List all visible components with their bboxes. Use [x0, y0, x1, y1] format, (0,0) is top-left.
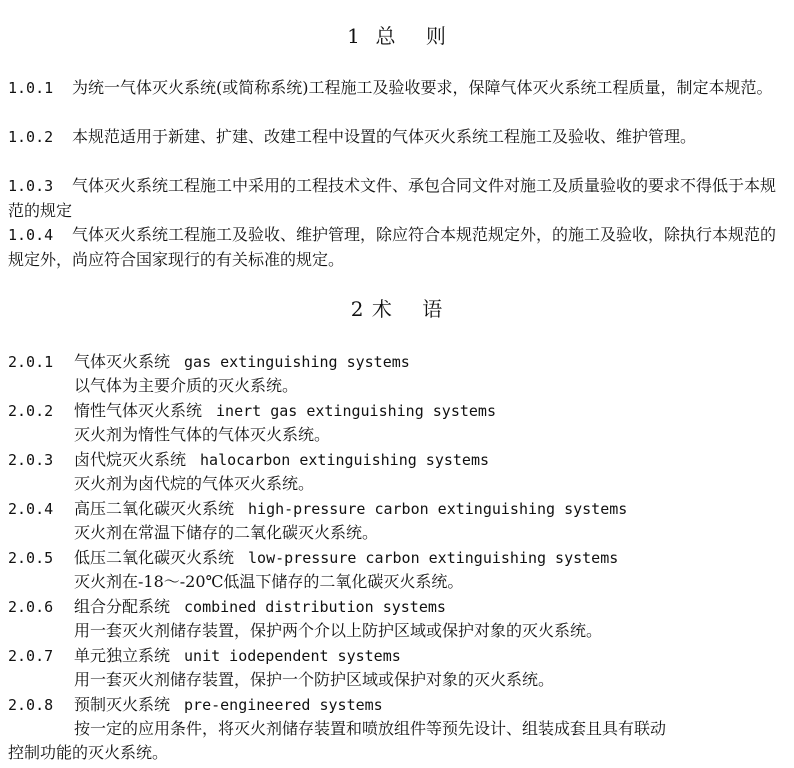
term-2-0-4: [8, 497, 786, 521]
term-2-0-5: [8, 546, 786, 570]
term-number: 2.0.7: [8, 647, 54, 665]
term-2-0-2: [8, 399, 786, 423]
term-en: combined distribution systems: [184, 598, 446, 616]
term-number: 2.0.6: [8, 598, 54, 616]
clause-number: 1.0.4: [8, 226, 54, 244]
term-en: high-pressure carbon extinguishing systems: [248, 500, 628, 518]
chapter-2-heading: 2 术 语: [350, 297, 444, 321]
term-2-0-8: [8, 693, 786, 717]
term-2-0-3: [8, 448, 786, 472]
term-en: inert gas extinguishing systems: [216, 402, 496, 420]
term-2-0-7: [8, 644, 786, 668]
term-definition-continued: 控制功能的灭火系统。: [8, 743, 169, 762]
clause-number: 1.0.1: [8, 79, 54, 97]
term-zh: 惰性气体灭火系统: [74, 401, 203, 420]
term-definition: 灭火剂在-18～-20℃低温下储存的二氧化碳灭火系统。: [74, 572, 464, 591]
term-definition: 以气体为主要介质的灭火系统。: [74, 376, 299, 395]
clause-1-0-4: [8, 223, 786, 272]
term-zh: 高压二氧化碳灭火系统: [74, 499, 235, 518]
term-2-0-6: [8, 595, 786, 619]
term-2-0-1: [8, 350, 786, 374]
term-definition: 按一定的应用条件，将灭火剂储存装置和喷放组件等预先设计、组装成套且具有联动: [74, 719, 667, 738]
term-zh: 卤代烷灭火系统: [74, 450, 187, 469]
term-en: low-pressure carbon extinguishing systems: [248, 549, 619, 567]
term-definition: 灭火剂在常温下储存的二氧化碳灭火系统。: [74, 523, 379, 542]
term-zh: 单元独立系统: [74, 646, 171, 665]
term-zh: 气体灭火系统: [74, 352, 171, 371]
clause-1-0-3: [8, 174, 786, 223]
term-zh: 预制灭火系统: [74, 695, 171, 714]
clause-text: 本规范适用于新建、扩建、改建工程中设置的气体灭火系统工程施工及验收、维护管理。: [72, 127, 697, 146]
term-number: 2.0.8: [8, 696, 54, 714]
term-definition: 灭火剂为卤代烷的气体灭火系统。: [74, 474, 315, 493]
term-number: 2.0.4: [8, 500, 54, 518]
term-number: 2.0.5: [8, 549, 54, 567]
term-zh: 低压二氧化碳灭火系统: [74, 548, 235, 567]
clause-text: 气体灭火系统工程施工中采用的工程技术文件、承包合同文件对施工及质量验收的要求不得低于本规范的规定: [8, 176, 777, 220]
term-en: pre-engineered systems: [184, 696, 383, 714]
clause-text: 气体灭火系统工程施工及验收、维护管理，除应符合本规范规定外，的施工及验收，除执行本规范的规定外，尚应符合国家现行的有关标准的规定。: [8, 225, 777, 269]
clause-1-0-1: [8, 76, 786, 101]
term-number: 2.0.1: [8, 353, 54, 371]
term-zh: 组合分配系统: [74, 597, 171, 616]
term-en: halocarbon extinguishing systems: [200, 451, 489, 469]
term-number: 2.0.3: [8, 451, 54, 469]
clause-number: 1.0.2: [8, 128, 54, 146]
chapter-1-heading: 1 总 则: [347, 24, 447, 48]
clause-number: 1.0.3: [8, 177, 54, 195]
term-en: gas extinguishing systems: [184, 353, 410, 371]
term-definition: 灭火剂为惰性气体的气体灭火系统。: [74, 425, 331, 444]
term-definition: 用一套灭火剂储存装置，保护两个介以上防护区域或保护对象的灭火系统。: [74, 621, 603, 640]
clause-1-0-2: [8, 125, 786, 150]
term-number: 2.0.2: [8, 402, 54, 420]
term-en: unit iodependent systems: [184, 647, 401, 665]
clause-text: 为统一气体灭火系统(或简称系统)工程施工及验收要求，保障气体灭火系统工程质量，制定本规范。: [72, 78, 773, 97]
term-definition: 用一套灭火剂储存装置，保护一个防护区域或保护对象的灭火系统。: [74, 670, 555, 689]
